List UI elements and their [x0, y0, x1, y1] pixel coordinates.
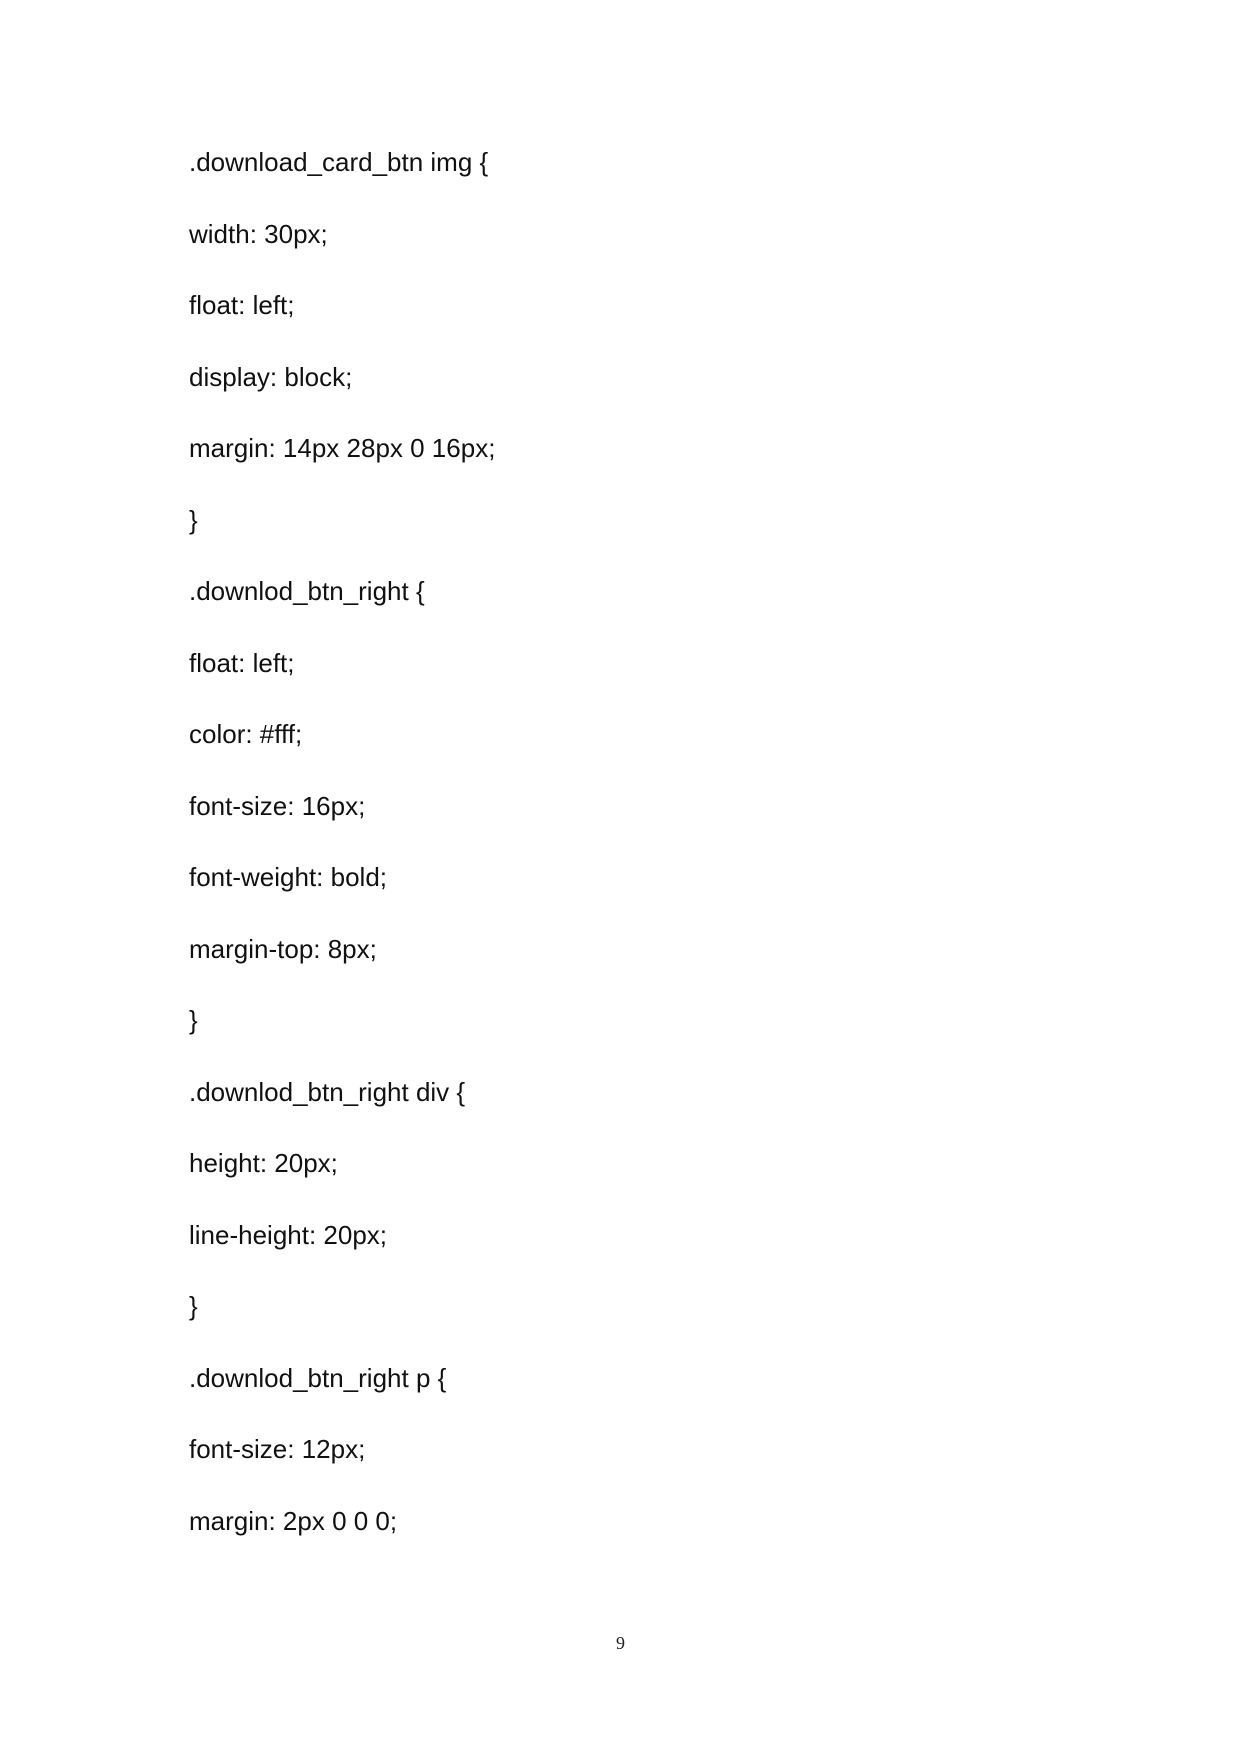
code-line: display: block; [189, 361, 353, 392]
code-line: .download_card_btn img { [189, 147, 489, 177]
code-line: } [189, 1005, 198, 1035]
code-line: font-weight: bold; [189, 862, 388, 892]
code-line: margin: 14px 28px 0 16px; [189, 433, 496, 463]
page-number: 9 [616, 1633, 625, 1653]
code-line: height: 20px; [189, 1148, 338, 1178]
code-line: float: left; [189, 647, 295, 678]
code-line: line-height: 20px; [189, 1219, 388, 1250]
code-line: .downlod_btn_right div { [189, 1076, 466, 1107]
code-line: font-size: 12px; [189, 1434, 366, 1464]
code-line: margin: 2px 0 0 0; [189, 1505, 398, 1536]
code-line: font-size: 16px; [189, 790, 366, 821]
code-line: } [189, 504, 198, 535]
code-line: width: 30px; [189, 218, 328, 249]
code-line: float: left; [189, 290, 295, 320]
code-line: margin-top: 8px; [189, 933, 377, 964]
code-line: color: #fff; [189, 719, 303, 749]
code-line: } [189, 1291, 198, 1321]
code-listing [189, 145, 495, 1575]
code-line: .downlod_btn_right { [189, 576, 425, 606]
code-line: .downlod_btn_right p { [189, 1362, 447, 1393]
